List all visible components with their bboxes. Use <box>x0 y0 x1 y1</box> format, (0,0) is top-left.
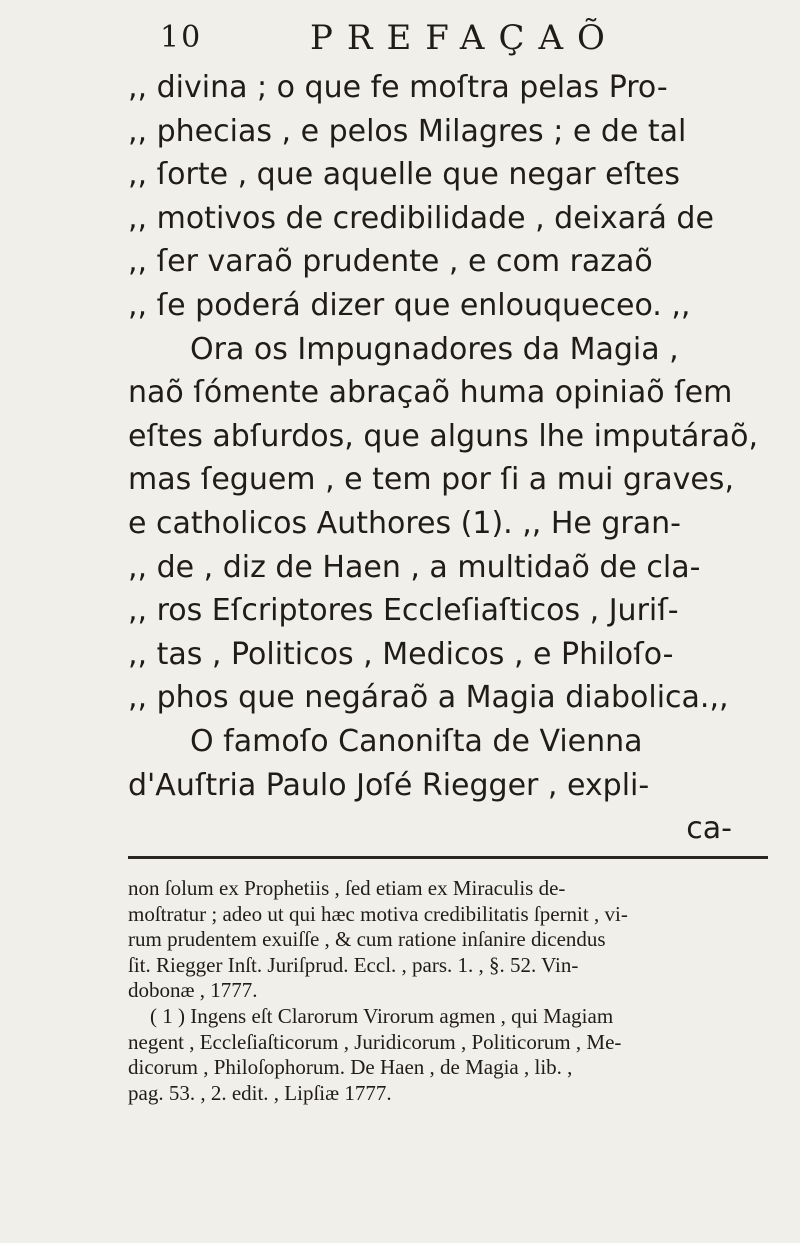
footnote-line: pag. 53. , 2. edit. , Lipſiæ 1777. <box>128 1080 392 1105</box>
footnotes <box>128 876 768 1106</box>
footnote-line: moſtratur ; adeo ut qui hæc motiva credibilitatis ſpernit , vi- <box>128 901 628 926</box>
text-line: ,, tas , Politicos , Medicos , e Philoſo- <box>128 636 674 672</box>
text-line: naõ ſómente abraçaõ huma opiniaõ ſem <box>128 375 733 411</box>
running-head: PREFAÇAÕ <box>310 18 619 58</box>
text-line: ,, ſorte , que aquelle que negar eſtes <box>128 157 680 193</box>
text-line: mas ſeguem , e tem por ſi a mui graves, <box>128 462 734 498</box>
text-line: ,, phecias , e pelos Milagres ; e de tal <box>128 113 687 149</box>
footnote-line: dobonæ , 1777. <box>128 978 258 1003</box>
page-number: 10 <box>160 20 203 55</box>
footnote-line: ( 1 ) Ingens eſt Clarorum Virorum agmen , qui Magiam <box>150 1003 614 1028</box>
text-line: d'Auſtria Paulo Joſé Riegger , expli- <box>128 767 650 803</box>
footnote-line: negent , Eccleſiaſticorum , Juridicorum , Politicorum , Me- <box>128 1029 622 1054</box>
main-text <box>128 66 768 851</box>
text-line: ,, ſe poderá dizer que enlouqueceo. ,, <box>128 287 691 323</box>
text-line: eſtes abſurdos, que alguns lhe imputáraõ, <box>128 418 759 454</box>
text-line: e catholicos Authores (1). ,, He gran- <box>128 505 681 541</box>
footnote-line: rum prudentem exuiſſe , & cum ratione inſanire dicendus <box>128 927 606 952</box>
footnote-line: dicorum , Philoſophorum. De Haen , de Magia , lib. , <box>128 1055 573 1080</box>
text-line: ,, de , diz de Haen , a multidaõ de cla- <box>128 549 701 585</box>
text-line: ,, ros Eſcriptores Eccleſiaſticos , Juriſ- <box>128 593 679 629</box>
catchword: ca- <box>686 811 732 847</box>
footnote-line: ſit. Riegger Inſt. Juriſprud. Eccl. , pars. 1. , §. 52. Vin- <box>128 952 579 977</box>
text-line: ,, motivos de credibilidade , deixará de <box>128 200 714 236</box>
page-header <box>130 18 710 62</box>
footnote-divider <box>128 856 768 859</box>
text-line: ,, phos que negáraõ a Magia diabolica.,, <box>128 680 729 716</box>
text-line: O famoſo Canoniſta de Vienna <box>190 723 643 759</box>
text-line: ,, divina ; o que fe moſtra pelas Pro- <box>128 70 668 105</box>
footnote-line: non ſolum ex Prophetiis , ſed etiam ex Miraculis de- <box>128 876 566 900</box>
text-line: ,, ſer varaõ prudente , e com razaõ <box>128 244 653 280</box>
text-line: Ora os Impugnadores da Magia , <box>190 331 679 367</box>
